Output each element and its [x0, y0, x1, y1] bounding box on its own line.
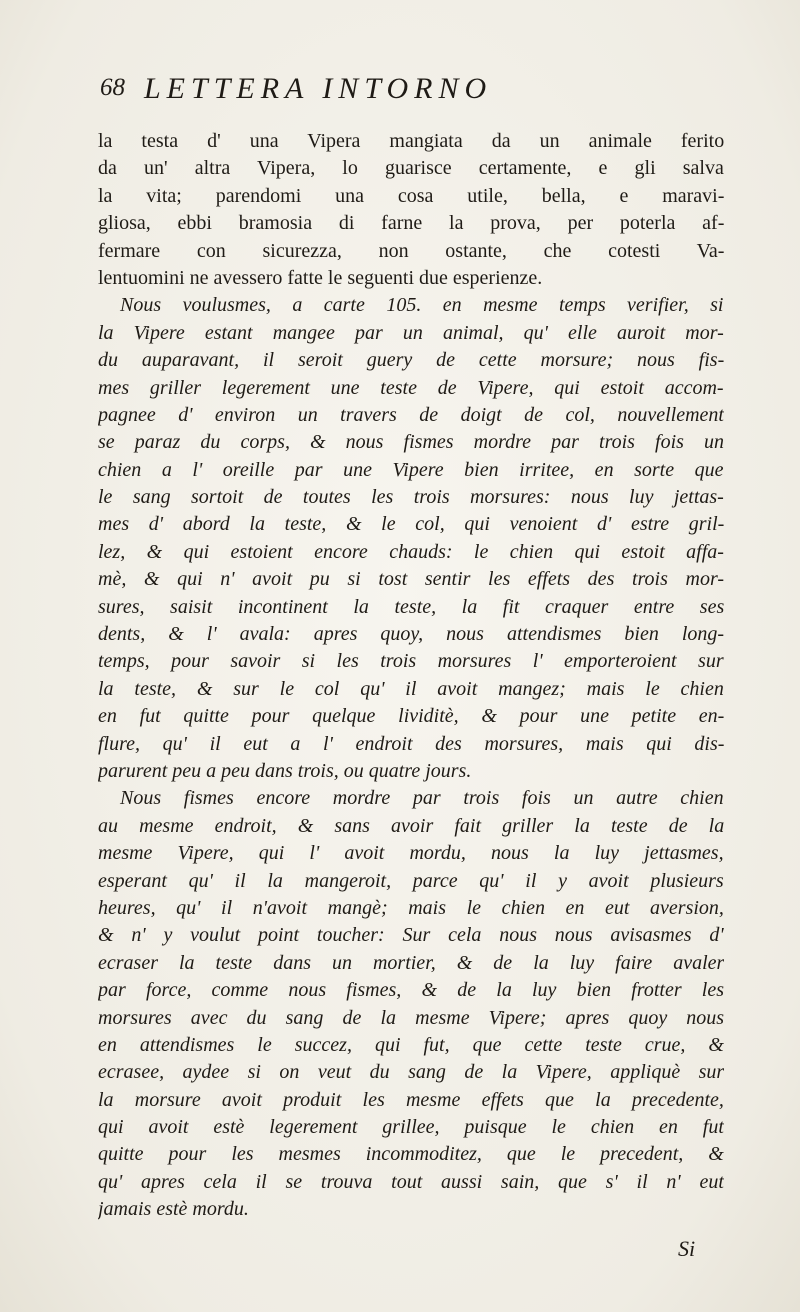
running-title: LETTERA INTORNO — [144, 72, 493, 105]
text-line: Nous fismes encore mordre par trois fois un autre chien — [120, 787, 724, 810]
text-line: le sang sortoit de toutes les trois morsures: nous luy jettas- — [98, 486, 724, 509]
text-line: en attendismes le succez, qui fut, que cette teste crue, & — [98, 1033, 724, 1056]
text-line: & n' y voulut point toucher: Sur cela nous nous avisasmes d' — [98, 924, 724, 947]
text-line: da un' altra Vipera, lo guarisce certamente, e gli salva — [98, 157, 724, 180]
page-number: 68 — [100, 74, 125, 101]
text-line: fermare con sicurezza, non ostante, che cotesti Va- — [98, 239, 724, 262]
text-line: du auparavant, il seroit guery de cette morsure; nous fis- — [98, 349, 724, 372]
text-line: morsures avec du sang de la mesme Vipere; apres quoy nous — [98, 1006, 724, 1029]
text-line: en fut quitte pour quelque lividitè, & pour une petite en- — [98, 705, 724, 728]
text-line: Nous voulusmes, a carte 105. en mesme temps verifier, si — [120, 294, 724, 317]
text-line: ecrasee, aydee si on veut du sang de la Vipere, appliquè sur — [98, 1061, 724, 1084]
text-line: qu' apres cela il se trouva tout aussi sain, que s' il n' eut — [98, 1170, 724, 1193]
text-line: ecraser la teste dans un mortier, & de la luy faire avaler — [98, 951, 724, 974]
text-line: jamais estè mordu. — [98, 1198, 249, 1221]
page-header — [100, 74, 720, 114]
text-line: temps, pour savoir si les trois morsures l' emporteroient sur — [98, 650, 724, 673]
text-line: gliosa, ebbi bramosia di farne la prova, per poterla af- — [98, 212, 724, 235]
text-line: la testa d' una Vipera mangiata da un animale ferito — [98, 130, 724, 152]
text-line: dents, & l' avala: apres quoy, nous attendismes bien long- — [98, 623, 724, 646]
text-line: quitte pour les mesmes incommoditez, que le precedent, & — [98, 1143, 724, 1166]
body-text — [98, 128, 724, 1224]
text-line: mes griller legerement une teste de Vipere, qui estoit accom- — [98, 376, 724, 399]
text-line: qui avoit estè legerement grillee, puisque le chien en fut — [98, 1116, 724, 1139]
text-line: mesme Vipere, qui l' avoit mordu, nous la luy jettasmes, — [98, 842, 724, 865]
text-line: par force, comme nous fismes, & de la luy bien frotter les — [98, 979, 724, 1002]
text-line: la Vipere estant mangee par un animal, qu' elle auroit mor- — [98, 321, 724, 344]
text-line: mè, & qui n' avoit pu si tost sentir les effets des trois mor- — [98, 568, 724, 591]
text-line: lentuomini ne avessero fatte le seguenti due esperienze. — [98, 266, 543, 289]
text-line: la teste, & sur le col qu' il avoit mangez; mais le chien — [98, 677, 724, 700]
text-line: flure, qu' il eut a l' endroit des morsures, mais qui dis- — [98, 732, 724, 755]
text-line: se paraz du corps, & nous fismes mordre par trois fois un — [98, 431, 724, 454]
text-line: pagnee d' environ un travers de doigt de col, nouvellement — [98, 403, 724, 426]
text-line: la morsure avoit produit les mesme effets que la precedente, — [98, 1088, 724, 1111]
text-line: lez, & qui estoient encore chauds: le chien qui estoit affa- — [98, 540, 724, 563]
catchword: Si — [678, 1236, 696, 1261]
text-line: parurent peu a peu dans trois, ou quatre jours. — [98, 759, 472, 782]
text-line: esperant qu' il la mangeroit, parce qu' il y avoit plusieurs — [98, 869, 724, 892]
text-line: au mesme endroit, & sans avoir fait griller la teste de la — [98, 814, 724, 837]
text-line: la vita; parendomi una cosa utile, bella, e maravi- — [98, 184, 724, 207]
text-line: heures, qu' il n'avoit mangè; mais le chien en eut aversion, — [98, 896, 724, 919]
text-line: chien a l' oreille par une Vipere bien irritee, en sorte que — [98, 458, 724, 481]
text-line: mes d' abord la teste, & le col, qui venoient d' estre gril- — [98, 513, 724, 536]
text-line: sures, saisit incontinent la teste, la fit craquer entre ses — [98, 595, 724, 618]
